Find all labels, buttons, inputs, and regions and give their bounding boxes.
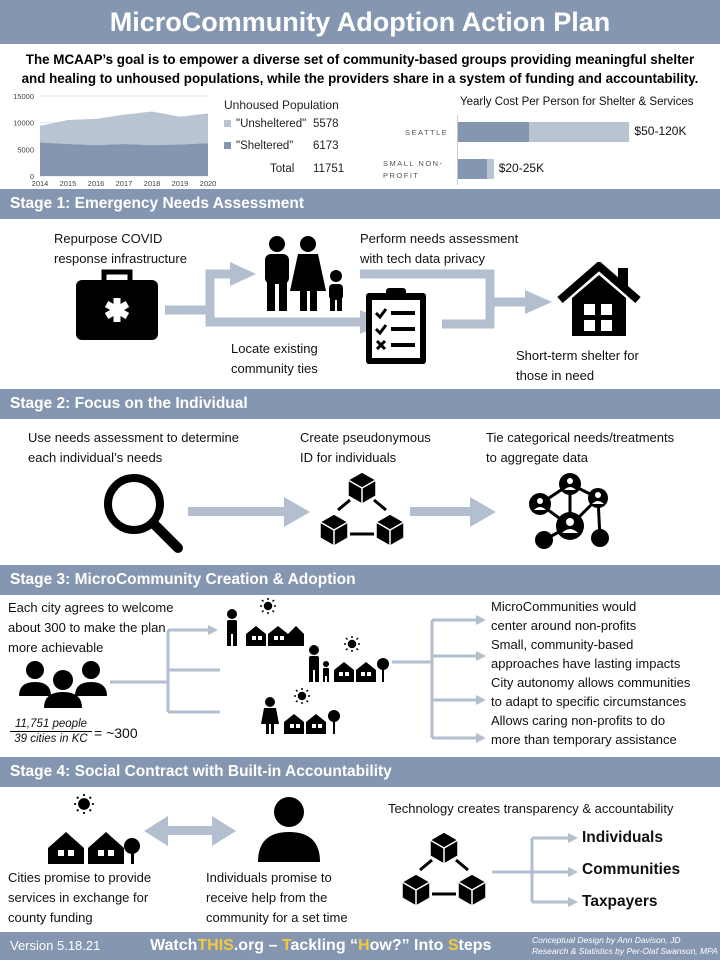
stage1-shelter-line1: Short-term shelter for [516, 348, 639, 363]
family-icon [260, 235, 350, 313]
site-name-b: THIS [197, 937, 234, 954]
cost-category-nonprofit: SMALL NON-PROFIT [383, 159, 444, 180]
version-label: Version 5.18.21 [10, 938, 101, 953]
stage4-individuals-text [206, 868, 348, 928]
cost-label-seattle: $50-120K [634, 124, 687, 138]
formula-numerator: 11,751 people [10, 718, 92, 732]
benefit-line-1: MicroCommunities would [491, 599, 637, 614]
benefit-line-5: City autonomy allows communities [491, 675, 691, 690]
stage2-tie-line2: to aggregate data [486, 450, 588, 465]
x-tick-label: 2015 [59, 179, 77, 188]
stage-1-title: Stage 1: Emergency Needs Assessment [10, 195, 305, 212]
city-cluster-icon-1 [222, 598, 306, 648]
stage2-use-text [28, 428, 239, 468]
legend-sheltered [224, 140, 293, 152]
tagline-t: T [281, 937, 291, 954]
y-tick-label: 15000 [13, 92, 34, 101]
x-tick-label: 2017 [115, 179, 133, 188]
stage2-tie-line1: Tie categorical needs/treatments [486, 430, 675, 445]
person-icon [254, 796, 324, 864]
group-people-icon [18, 660, 108, 708]
legend-unsheltered [224, 118, 306, 130]
area-series-sheltered [40, 142, 208, 176]
accountability-communities: Communities [582, 861, 681, 878]
stage2-use-line2: each individual’s needs [28, 450, 163, 465]
stage1-perform-line2: with tech data privacy [360, 251, 486, 266]
x-tick-label: 2020 [199, 179, 217, 188]
medical-kit-icon [74, 268, 160, 342]
stage2-create-line1: Create pseudonymous [300, 430, 431, 445]
stage-4-title: Stage 4: Social Contract with Built-in Accountability [10, 763, 392, 780]
credits [532, 935, 718, 957]
stage4-cities-text [8, 868, 151, 928]
stage1-perform-line1: Perform needs assessment [360, 231, 519, 246]
legend-label-unsheltered: "Unsheltered" [236, 118, 307, 130]
y-tick-label: 0 [29, 172, 34, 181]
area-series-unsheltered [40, 111, 208, 145]
stage4-indiv-line1: Individuals promise to [206, 870, 332, 885]
stage1-repurpose-line2: response infrastructure [54, 251, 187, 266]
credit-design: Conceptual Design by Ann Davison, JD [532, 935, 681, 945]
stage3-benefits [491, 597, 690, 749]
stage3-branch-lines [110, 620, 220, 720]
blockchain-cubes-icon [318, 470, 406, 554]
benefit-line-3: Small, community-based [491, 637, 634, 652]
stage3-benefit-branches [392, 610, 492, 750]
population-chart-title: Unhoused Population [224, 98, 339, 112]
stage4-branches [492, 826, 582, 912]
site-name-a: Watch [150, 937, 198, 954]
stage2-create-line2: ID for individuals [300, 450, 397, 465]
tagline-ow: ow?” Into [369, 937, 448, 954]
stage1-shelter-line2: those in need [516, 368, 595, 383]
benefit-line-8: more than temporary assistance [491, 732, 677, 747]
benefit-line-7: Allows caring non-profits to do [491, 713, 666, 728]
stage-3-header [0, 565, 720, 595]
tagline-teps: teps [458, 937, 492, 954]
stage1-locate-line2: community ties [231, 361, 318, 376]
goal-line-2: and healing to unhoused populations, while the providers share in a system of funding and accountability. [21, 71, 699, 86]
credit-research: Research & Statistics by Per-Olaf Swanson, MPA [532, 946, 718, 956]
stage-1-header [0, 189, 720, 219]
legend-total-label: Total [270, 163, 295, 175]
stage3-each-line3: more achievable [8, 640, 104, 655]
stage4-tech-text: Technology creates transparency & accountability [388, 801, 674, 816]
blockchain-cubes-icon-2 [400, 830, 488, 914]
legend-total-value: 11751 [313, 163, 345, 175]
double-arrow [144, 816, 236, 846]
y-tick-label: 5000 [17, 145, 34, 155]
stage1-repurpose-line1: Repurpose COVID [54, 231, 163, 246]
formula-result: = ~300 [94, 725, 138, 741]
stage4-cities-line2: services in exchange for [8, 890, 149, 905]
stage4-cities-line3: county funding [8, 910, 93, 925]
cost-category-seattle: SEATTLE [405, 128, 449, 137]
accountability-individuals: Individuals [582, 829, 663, 846]
x-tick-label: 2018 [143, 179, 161, 188]
stage1-arrow-head-3 [525, 290, 552, 314]
goal-line-1: The MCAAP’s goal is to empower a diverse set of community-based groups providing meaningful shelter [25, 52, 695, 67]
goal-statement [6, 50, 714, 88]
stage4-indiv-line2: receive help from the [206, 890, 328, 905]
x-tick-label: 2019 [171, 179, 189, 188]
site-name-c: .org – [233, 937, 282, 954]
cost-chart-title: Yearly Cost Per Person for Shelter & Services [460, 96, 694, 108]
site-tagline[interactable] [150, 932, 491, 960]
stage-2-title: Stage 2: Focus on the Individual [10, 395, 248, 412]
accountability-taxpayers: Taxpayers [582, 893, 658, 910]
benefit-line-4: approaches have lasting impacts [491, 656, 681, 671]
stage3-each-line2: about 300 to make the plan [8, 620, 166, 635]
city-cluster-icon-3 [260, 686, 344, 736]
legend-value-sheltered: 6173 [313, 140, 339, 152]
stage4-indiv-line3: community for a set time [206, 910, 348, 925]
population-area-chart [0, 88, 220, 192]
stage1-arrow-head-1 [230, 262, 256, 286]
clipboard-checklist-icon [363, 286, 429, 366]
cost-bar-seattle-low [458, 122, 529, 142]
stage2-use-line1: Use needs assessment to determine [28, 430, 239, 445]
magnifier-icon [100, 470, 184, 554]
legend-swatch-unsheltered [224, 120, 231, 127]
network-people-icon [520, 468, 612, 552]
tagline-s: S [447, 937, 459, 954]
city-cluster-icon-2 [306, 634, 390, 684]
page-title: MicroCommunity Adoption Action Plan [109, 7, 611, 37]
stage2-create-text [300, 428, 431, 468]
cost-bar-seattle-high [529, 122, 629, 142]
benefit-line-6: to adapt to specific circumstances [491, 694, 687, 709]
formula-fraction [10, 718, 92, 745]
stage1-locate-text [231, 339, 318, 379]
stage2-tie-text [486, 428, 674, 468]
tagline-ackling: ackling “ [290, 937, 359, 954]
formula-denominator: 39 cities in KC [14, 733, 88, 745]
stage4-cities-line1: Cities promise to provide [8, 870, 152, 885]
legend-swatch-sheltered [224, 142, 231, 149]
stage1-locate-line1: Locate existing [231, 341, 318, 356]
stage-2-header [0, 389, 720, 419]
stage3-each-line1: Each city agrees to welcome [8, 600, 174, 615]
stage-3-title: Stage 3: MicroCommunity Creation & Adoption [10, 571, 356, 588]
x-tick-label: 2014 [31, 179, 49, 188]
y-tick-label: 10000 [13, 118, 34, 128]
x-tick-label: 2016 [87, 179, 105, 188]
legend-value-unsheltered: 5578 [313, 118, 339, 130]
house-icon [556, 262, 642, 338]
legend-label-sheltered: "Sheltered" [236, 140, 294, 152]
tagline-h: H [358, 937, 370, 954]
cost-label-nonprofit: $20-25K [498, 161, 545, 175]
community-houses-icon [46, 794, 142, 866]
benefit-line-2: center around non-profits [491, 618, 637, 633]
stage1-shelter-text [516, 346, 639, 386]
cost-bar-nonprofit-high [487, 159, 494, 179]
stage-4-header [0, 757, 720, 787]
cost-bar-nonprofit-low [458, 159, 487, 179]
